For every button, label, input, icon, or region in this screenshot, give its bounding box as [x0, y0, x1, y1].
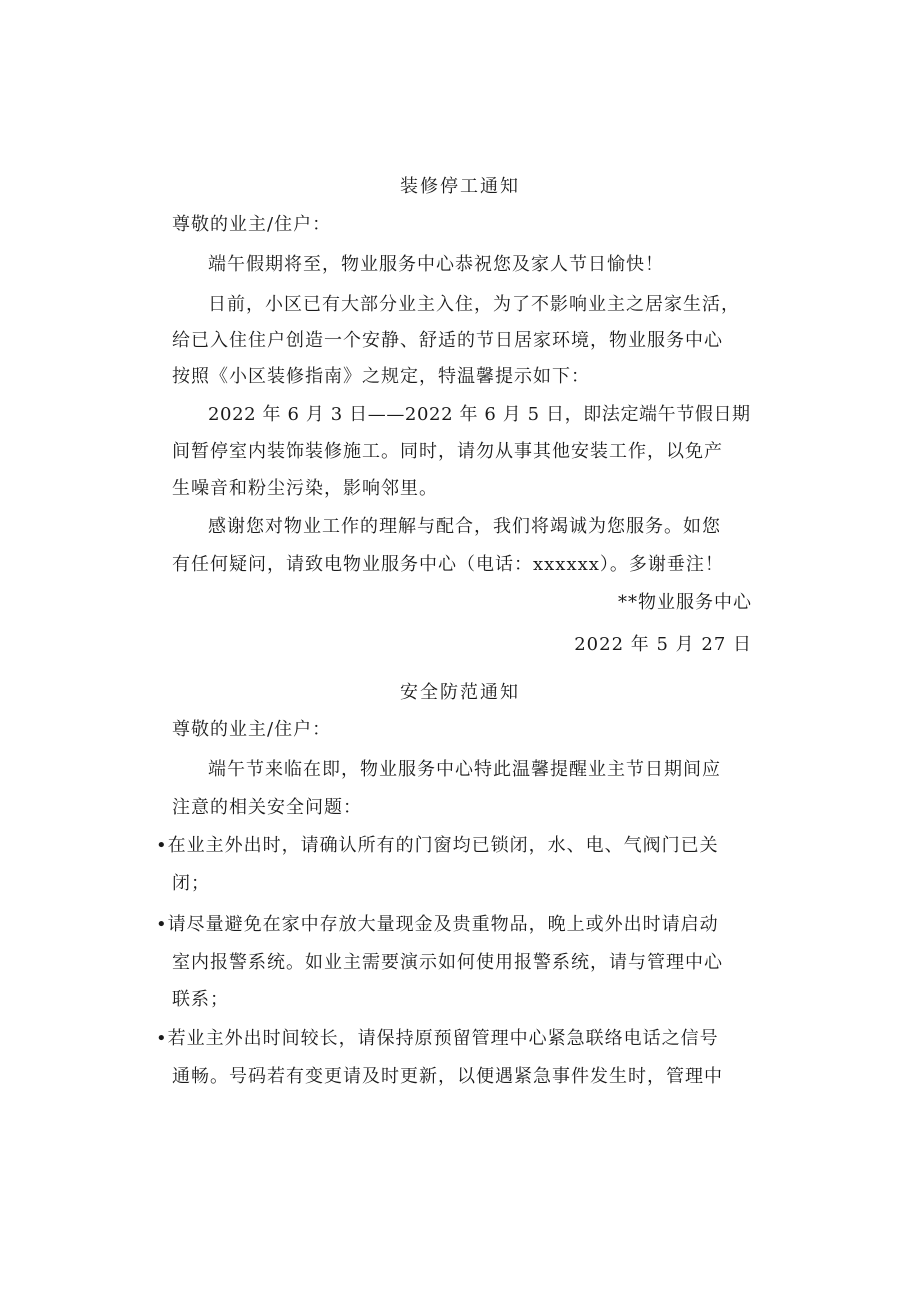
- notice2-bullet-line: 联系；: [172, 989, 229, 1010]
- notice1-para3-line: 生噪音和粉尘污染，影响邻里。: [172, 478, 438, 499]
- notice1-title: 装修停工通知: [400, 176, 520, 197]
- notice1-para3-line: 2022 年 6 月 3 日——2022 年 6 月 5 日，即法定端午节假日期: [208, 404, 751, 425]
- notice1-salutation: 尊敬的业主/住户：: [172, 214, 332, 235]
- notice2-bullet-line: 闭；: [172, 873, 210, 894]
- notice1-para4-line: 感谢您对物业工作的理解与配合，我们将竭诚为您服务。如您: [208, 516, 721, 537]
- notice1-date: 2022 年 5 月 27 日: [574, 634, 752, 655]
- notice2-intro-line: 端午节来临在即，物业服务中心特此温馨提醒业主节日期间应: [208, 759, 721, 780]
- notice2-bullet-line: •若业主外出时间较长，请保持原预留管理中心紧急联络电话之信号: [156, 1028, 719, 1049]
- notice1-para2-line: 按照《小区装修指南》之规定，特温馨提示如下：: [172, 366, 590, 387]
- notice1-signature: **物业服务中心: [618, 592, 752, 613]
- notice1-para2-line: 日前，小区已有大部分业主入住，为了不影响业主之居家生活，: [208, 294, 740, 315]
- notice2-title: 安全防范通知: [400, 682, 520, 703]
- notice1-para3-line: 间暂停室内装饰装修施工。同时，请勿从事其他安装工作，以免产: [172, 441, 723, 462]
- notice2-bullet-line: 室内报警系统。如业主需要演示如何使用报警系统，请与管理中心: [172, 952, 723, 973]
- notice2-bullet-line: •在业主外出时，请确认所有的门窗均已锁闭，水、电、气阀门已关: [156, 835, 719, 856]
- notice2-intro-line: 注意的相关安全问题：: [172, 797, 362, 818]
- notice1-para2-line: 给已入住住户创造一个安静、舒适的节日居家环境，物业服务中心: [172, 330, 723, 351]
- notice1-para1-line: 端午假期将至，物业服务中心恭祝您及家人节日愉快！: [208, 254, 664, 275]
- notice2-bullet-line: 通畅。号码若有变更请及时更新，以便遇紧急事件发生时，管理中: [172, 1066, 723, 1087]
- notice1-para4-line: 有任何疑问，请致电物业服务中心（电话：xxxxxx）。多谢垂注！: [172, 554, 724, 575]
- notice2-salutation: 尊敬的业主/住户：: [172, 719, 332, 740]
- notice2-bullet-line: •请尽量避免在家中存放大量现金及贵重物品，晚上或外出时请启动: [156, 914, 719, 935]
